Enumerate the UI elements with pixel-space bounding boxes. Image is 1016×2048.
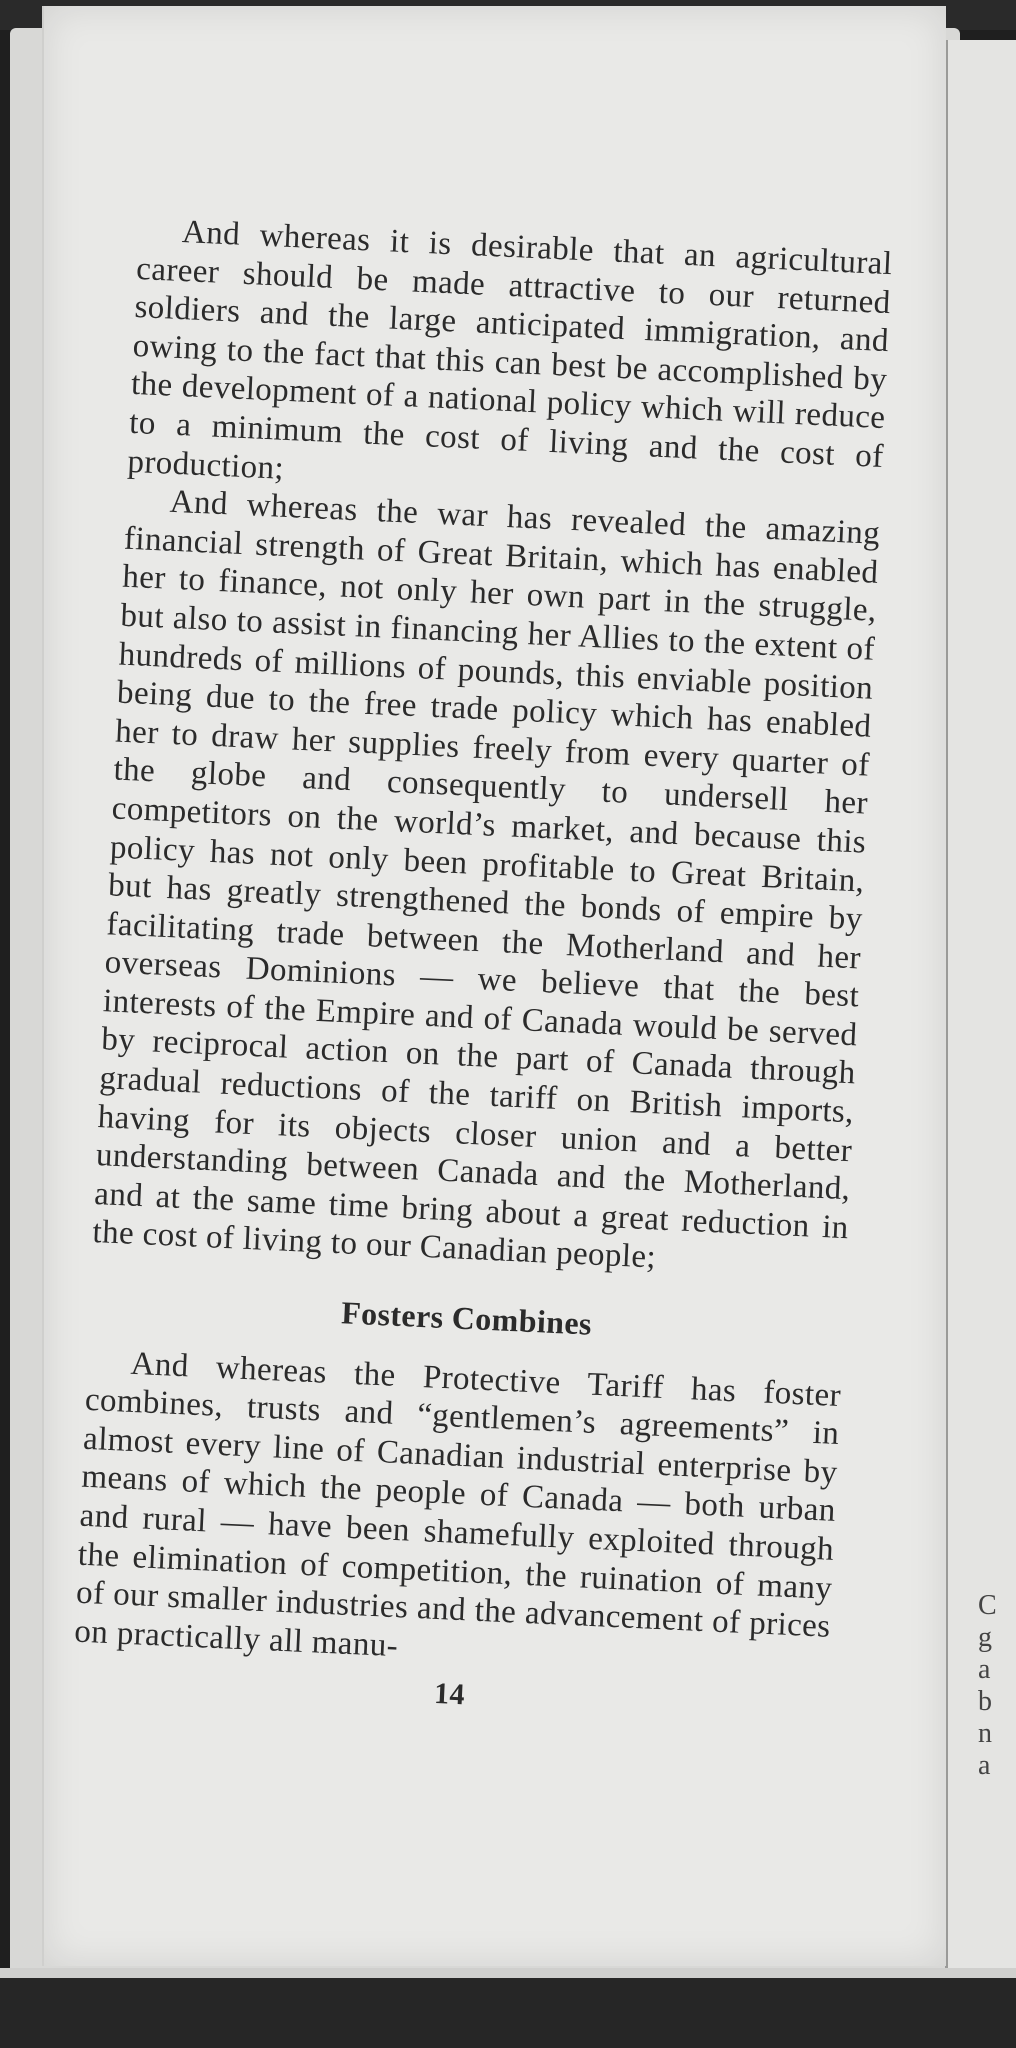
- booklet-page: [42, 6, 946, 1966]
- adjacent-page-fragment: g: [978, 1622, 992, 1653]
- adjacent-page-fragment: b: [978, 1686, 992, 1717]
- paragraph: And whereas it is desirable that an agricultural career should be made attractive to our returned soldiers and the large anticipated immigration, and owing to the fact that this can best be accomplished by the development of a national policy which will reduce to a minimum the cost of living and the cost of production;: [126, 213, 894, 487]
- page-number: 14: [433, 1677, 466, 1712]
- adjacent-page: [945, 40, 1016, 2020]
- page-bottom-edge: [0, 1968, 1016, 1978]
- page-text: [72, 211, 894, 1732]
- paragraph: And whereas the war has revealed the amazing financial strength of Great Britain, which has enabled her to finance, not only her own part in the struggle, but also to assist in financing her Allies to the extent of hundreds of millions of pounds, this enviable position being due to the free trade policy which has enabled her to draw her supplies freely from every quarter of the globe and consequently to undersell her competitors on the world’s market, and because this policy has not only been profitable to Great Britain, but has greatly strengthened the bonds of empire by facilitating trade between the Motherland and her overseas Dominions — we believe that the best interests of the Empire and of Canada would be served by reciprocal action on the part of Canada through gradual reductions of the tariff on British imports, having for its objects closer union and a better understanding between Canada and the Motherland, and at the same time bring about a great reduction in the cost of living to our Canadian people;: [91, 483, 881, 1276]
- adjacent-page-fragment: C: [978, 1590, 997, 1621]
- adjacent-page-fragment: a: [978, 1654, 991, 1685]
- adjacent-page-fragment: n: [978, 1718, 992, 1749]
- adjacent-page-fragment: a: [978, 1750, 991, 1781]
- paragraph: And whereas the Protective Tariff has foster combines, trusts and “gentlemen’s agreements” in almost every line of Canadian industrial enterprise by means of which the people of Canada — both urban and rural — have been shamefully exploited through the elimination of competition, the ruination of many of our smaller industries and the advancement of prices on practically all manu-: [73, 1345, 842, 1664]
- scanner-edge-bottom: [0, 1978, 1016, 2048]
- section-heading: Fosters Combines: [340, 1294, 593, 1342]
